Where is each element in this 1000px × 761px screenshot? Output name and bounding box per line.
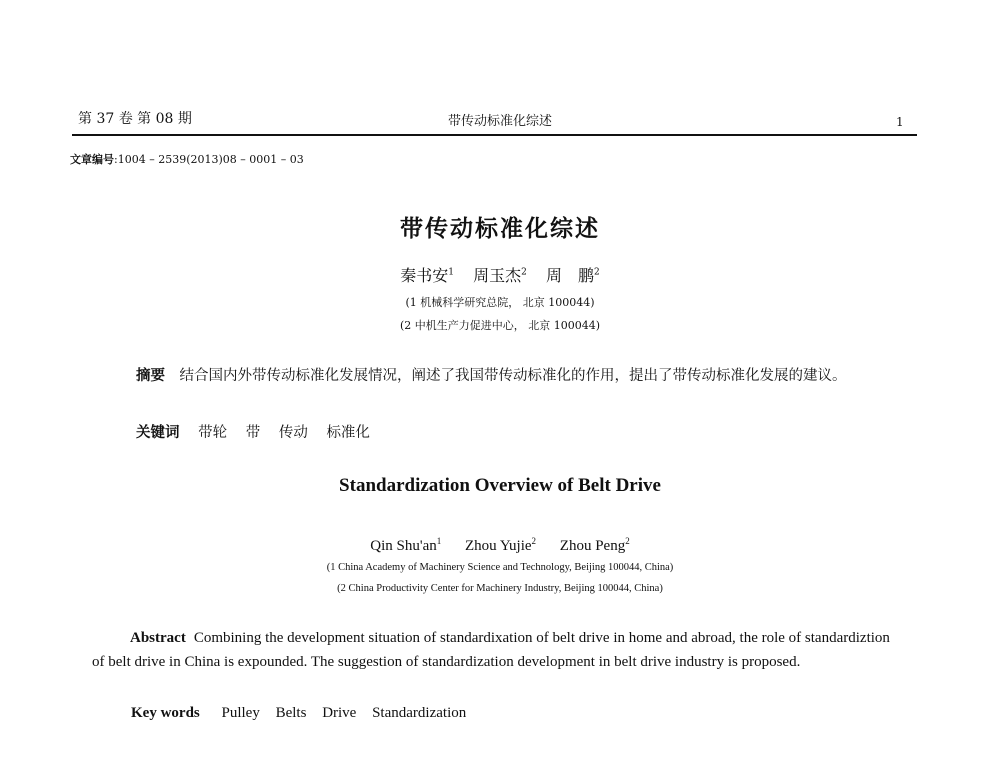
chinese-affiliation-1: (1 机械科学研究总院， 北京 100044) [405, 296, 595, 309]
article-number-value: :1004 – 2539(2013)08 – 0001 – 03 [114, 153, 304, 166]
author-name: Qin Shu'an [370, 538, 437, 554]
author-name: Zhou Peng [559, 538, 626, 554]
keyword: Belts [275, 705, 307, 721]
english-authors [0, 536, 1000, 555]
english-affiliation-2: (2 China Productivity Center for Machinery Industry, Beijing 100044, China) [337, 583, 663, 594]
author-name: 周玉杰 [473, 266, 522, 285]
abstract-label: 摘要 [136, 368, 165, 384]
author-name: 周 鹏 [545, 266, 594, 285]
chinese-title: 带传动标准化综述 [400, 215, 600, 242]
author-name: 秦书安 [400, 266, 449, 285]
keywords-label: 关键词 [136, 425, 180, 441]
keyword: 标准化 [326, 425, 370, 441]
chinese-affiliation-2: (2 中机生产力促进中心， 北京 100044) [399, 319, 601, 332]
article-number-label: 文章编号 [70, 153, 114, 166]
author-sup: 2 [593, 267, 600, 278]
author-sup: 2 [625, 536, 630, 546]
english-abstract [92, 626, 898, 674]
page-number: 1 [896, 115, 904, 129]
english-keywords [131, 705, 466, 722]
english-affiliation-1: (1 China Academy of Machinery Science and Technology, Beijing 100044, China) [326, 562, 674, 573]
running-title: 带传动标准化综述 [447, 114, 552, 129]
article-number [70, 151, 304, 167]
english-title: Standardization Overview of Belt Drive [339, 475, 661, 496]
author-sup: 2 [521, 267, 527, 278]
abstract-text: Combining the development situation of standardixation of belt drive in home and abroad, the role of standardiztion of belt drive in China is expounded. The suggestion of standardization development in belt drive industry is proposed. [92, 630, 890, 670]
keywords-label: Key words [131, 705, 200, 721]
chinese-abstract [96, 364, 896, 388]
author-sup: 2 [531, 536, 537, 546]
keyword: 带 [245, 425, 261, 441]
author-name: Zhou Yujie [465, 538, 532, 554]
author-sup: 1 [436, 536, 442, 546]
keyword: 带轮 [198, 425, 228, 441]
header-rule [72, 134, 917, 136]
chinese-authors [0, 263, 1000, 286]
journal-volume-issue: 第 37 卷 第 08 期 [78, 111, 192, 127]
keyword: Drive [322, 705, 357, 721]
keyword: Standardization [372, 705, 467, 721]
abstract-label: Abstract [130, 630, 186, 646]
chinese-keywords [136, 421, 370, 442]
keyword: Pulley [221, 705, 260, 721]
abstract-text: 结合国内外带传动标准化发展情况，阐述了我国带传动标准化的作用，提出了带传动标准化发展的建议。 [179, 368, 847, 384]
author-sup: 1 [448, 267, 455, 278]
keyword: 传动 [278, 425, 308, 441]
